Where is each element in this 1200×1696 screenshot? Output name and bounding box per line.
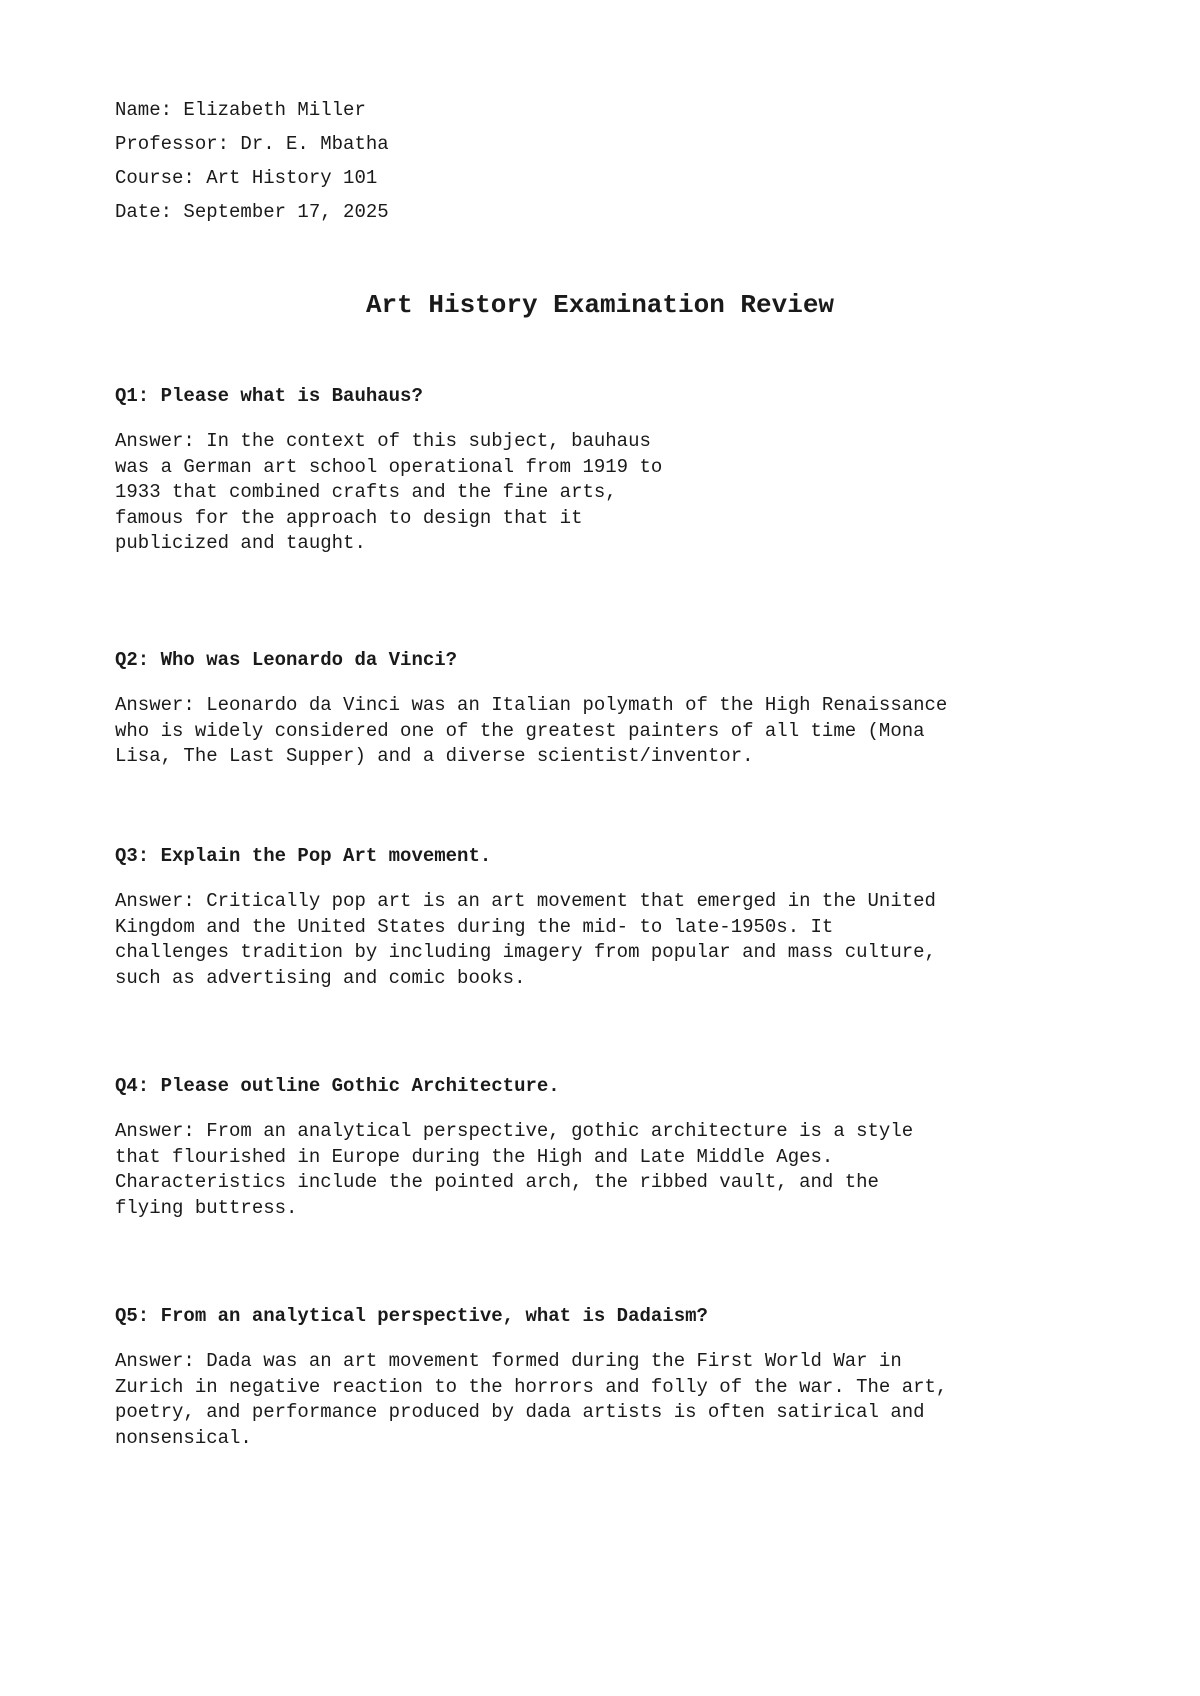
professor-name: Professor: Dr. E. Mbatha	[115, 133, 389, 155]
qa-item-3	[115, 843, 1115, 991]
student-info-block	[115, 93, 389, 229]
answer-5: Answer: Dada was an art movement formed during the First World War in Zurich in negative reaction to the horrors and folly of the war. The art, poetry, and performance produced by dada artists is often satirical and nonsensical.	[115, 1350, 948, 1449]
question-3: Q3: Explain the Pop Art movement.	[115, 845, 492, 867]
answer-3: Answer: Critically pop art is an art movement that emerged in the United Kingdom and the United States during the mid- to late-1950s. It challenges tradition by including imagery from popular and mass culture, such as advertising and comic books.	[115, 890, 936, 989]
student-name: Name: Elizabeth Miller	[115, 99, 366, 121]
answer-4: Answer: From an analytical perspective, gothic architecture is a style that flourished in Europe during the High and Late Middle Ages. Characteristics include the pointed arch, the ribbed vault, and the flying buttress.	[115, 1120, 914, 1219]
question-1: Q1: Please what is Bauhaus?	[115, 385, 423, 407]
document-title: Art History Examination Review	[365, 290, 835, 320]
answer-1: Answer: In the context of this subject, bauhaus was a German art school operational from 1919 to 1933 that combined crafts and the fine arts, famous for the approach to design that it publicized and taught.	[115, 430, 663, 554]
qa-item-4	[115, 1073, 1115, 1221]
question-2: Q2: Who was Leonardo da Vinci?	[115, 649, 458, 671]
course-name: Course: Art History 101	[115, 167, 378, 189]
qa-item-1	[115, 383, 1115, 557]
question-5: Q5: From an analytical perspective, what is Dadaism?	[115, 1305, 708, 1327]
qa-item-5	[115, 1303, 1115, 1451]
document-date: Date: September 17, 2025	[115, 201, 389, 223]
qa-item-2	[115, 647, 1115, 770]
answer-2: Answer: Leonardo da Vinci was an Italian polymath of the High Renaissance who is widely considered one of the greatest painters of all time (Mona Lisa, The Last Supper) and a diverse scientist/inventor.	[115, 694, 948, 767]
question-4: Q4: Please outline Gothic Architecture.	[115, 1075, 560, 1097]
